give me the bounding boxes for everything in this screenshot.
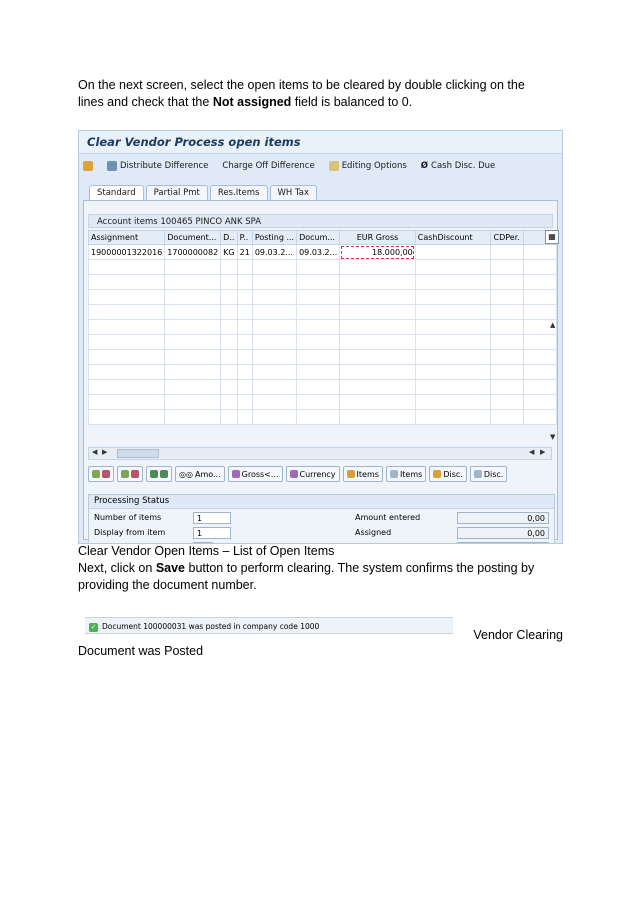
intro-text-end: field is balanced to 0. [291, 95, 413, 109]
caption-open-items: Clear Vendor Open Items – List of Open Items [78, 544, 335, 558]
table-row [89, 380, 557, 395]
status-bar [85, 617, 453, 634]
number-of-items-label: Number of items [94, 513, 162, 522]
horizontal-scrollbar[interactable] [88, 447, 552, 460]
caption-document-posted: Document was Posted [78, 644, 204, 658]
gross-button[interactable] [228, 466, 283, 482]
deselect-icon [102, 470, 110, 478]
next-paragraph [78, 543, 558, 594]
intro-line-1: On the next screen, select the open items to be cleared by double clicking on the [78, 78, 525, 92]
cell-cash-discount[interactable] [415, 245, 491, 260]
pencil-icon [347, 470, 355, 478]
success-check-icon: ✓ [90, 622, 97, 631]
display-from-item-label: Display from item [94, 528, 166, 537]
intro-text: lines and check that the [78, 95, 213, 109]
tab-partial-pmt[interactable]: Partial Pmt [146, 185, 208, 200]
table-header [89, 231, 557, 245]
toolbar-label: Cash Disc. Due [431, 161, 496, 171]
col-docum[interactable]: Docum... [297, 231, 340, 245]
editing-options-button[interactable] [329, 161, 407, 171]
binoculars-icon: ◎◎ [179, 469, 193, 479]
intro-line-2 [78, 94, 558, 111]
col-p[interactable]: P.. [237, 231, 252, 245]
grid-title: Account items 100465 PINCO ANK SPA [88, 214, 553, 228]
pencil-icon [433, 470, 441, 478]
col-cash-discount[interactable]: CashDiscount [415, 231, 491, 245]
toolbar-label: Charge Off Difference [222, 161, 315, 171]
button-label: Currency [299, 469, 336, 479]
table-row [89, 290, 557, 305]
pencil-off-icon [474, 470, 482, 478]
next-text: Next, click on [78, 561, 156, 575]
cell-eur-gross[interactable]: 18.000,00 [340, 245, 416, 260]
charge-off-difference-button[interactable] [222, 161, 314, 171]
col-cdper[interactable]: CDPer. [491, 231, 524, 245]
cell-cdper[interactable] [491, 245, 524, 260]
pencil-off-icon [390, 470, 398, 478]
activate-disc-button[interactable] [429, 466, 467, 482]
scroll-right-icon[interactable]: ▶ [102, 448, 108, 456]
col-document[interactable]: Document... [165, 231, 221, 245]
filter-icon [160, 470, 168, 478]
save-bold: Save [155, 561, 186, 575]
null-icon: Ø [420, 161, 429, 171]
button-label: Gross<... [241, 469, 279, 479]
cash-disc-due-button[interactable] [421, 161, 495, 171]
table-row [89, 410, 557, 425]
processing-status-panel [88, 494, 555, 544]
pencil-icon [329, 161, 339, 171]
table-row [89, 365, 557, 380]
column-settings-icon[interactable]: ▦ [545, 230, 559, 244]
cell-p[interactable]: 21 [237, 245, 252, 260]
table-row [89, 275, 557, 290]
table-row [89, 260, 557, 275]
processing-status-title: Processing Status [89, 495, 554, 509]
col-d[interactable]: D.. [221, 231, 237, 245]
scroll-thumb[interactable] [117, 449, 159, 458]
table-row [89, 335, 557, 350]
scroll-up-icon[interactable]: ▲ [550, 321, 556, 329]
amount-entered-label: Amount entered [355, 513, 421, 522]
amount-entered-field: 0,00 [457, 512, 549, 524]
scroll-left-icon[interactable]: ◀ [92, 448, 98, 456]
cell-d[interactable]: KG [221, 245, 237, 260]
intro-bold: Not assigned [212, 95, 292, 109]
open-items-table [88, 230, 557, 425]
next-line-1 [78, 560, 558, 577]
block-icon [121, 470, 129, 478]
tab-res-items[interactable]: Res.Items [210, 185, 268, 200]
cell-assignment[interactable]: 19000001322016 [89, 245, 165, 260]
deactivate-disc-button[interactable] [470, 466, 508, 482]
edit-icon [107, 161, 117, 171]
block-off-icon [131, 470, 139, 478]
cell-posting[interactable]: 09.03.2... [252, 245, 296, 260]
scroll-right-end-icon[interactable]: ▶ [540, 448, 546, 456]
next-line-2: providing the document number. [78, 578, 257, 592]
button-label: Amo... [194, 469, 221, 479]
tab-strip [89, 185, 317, 200]
table-row [89, 305, 557, 320]
tab-panel [83, 200, 558, 540]
col-assignment[interactable]: Assignment [89, 231, 165, 245]
scroll-left-end-icon[interactable]: ◀ [529, 448, 535, 456]
deactivate-items-button[interactable] [386, 466, 426, 482]
next-text-end: button to perform clearing. The system confirms the posting by [185, 561, 535, 575]
assigned-field: 0,00 [457, 527, 549, 539]
gross-icon [232, 470, 240, 478]
status-message: Document 100000031 was posted in company code 1000 [102, 622, 320, 631]
tab-standard[interactable]: Standard [89, 185, 144, 200]
assigned-label: Assigned [355, 528, 392, 537]
cell-docum[interactable]: 09.03.2... [297, 245, 340, 260]
display-from-item-field[interactable]: 1 [193, 527, 231, 539]
currency-button[interactable] [286, 466, 340, 482]
sap-screenshot [78, 130, 563, 544]
button-label: Disc. [483, 469, 504, 479]
toolbar-label: Editing Options [341, 161, 407, 171]
col-eur-gross[interactable]: EUR Gross [340, 231, 416, 245]
button-label: Disc. [443, 469, 463, 479]
caption-vendor-clearing: Vendor Clearing [473, 628, 563, 642]
users-icon [83, 161, 93, 171]
cell-empty [524, 245, 557, 260]
select-all-button[interactable] [88, 466, 114, 482]
intro-paragraph [78, 77, 558, 111]
number-of-items-field[interactable]: 1 [193, 512, 231, 524]
select-icon [92, 470, 100, 478]
table-row [89, 320, 557, 335]
select-block-button[interactable] [117, 466, 143, 482]
sap-window-title: Clear Vendor Process open items [79, 131, 562, 154]
table-row[interactable] [89, 245, 557, 260]
table-row [89, 350, 557, 365]
toolbar-label: Distribute Difference [120, 161, 209, 171]
sort-icon [150, 470, 158, 478]
grid-button-bar [88, 466, 553, 482]
find-amount-button[interactable] [175, 466, 225, 482]
tab-wh-tax[interactable]: WH Tax [270, 185, 318, 200]
users-button[interactable] [83, 161, 93, 171]
application-toolbar [83, 157, 558, 175]
activate-items-button[interactable] [343, 466, 383, 482]
scroll-down-icon[interactable]: ▼ [550, 433, 556, 441]
cell-document[interactable]: 1700000082 [165, 245, 221, 260]
distribute-difference-button[interactable] [107, 161, 208, 171]
currency-icon [290, 470, 298, 478]
col-posting[interactable]: Posting ... [252, 231, 296, 245]
table-row [89, 395, 557, 410]
button-label: Items [356, 469, 379, 479]
sort-button[interactable] [146, 466, 172, 482]
button-label: Items [399, 469, 423, 479]
